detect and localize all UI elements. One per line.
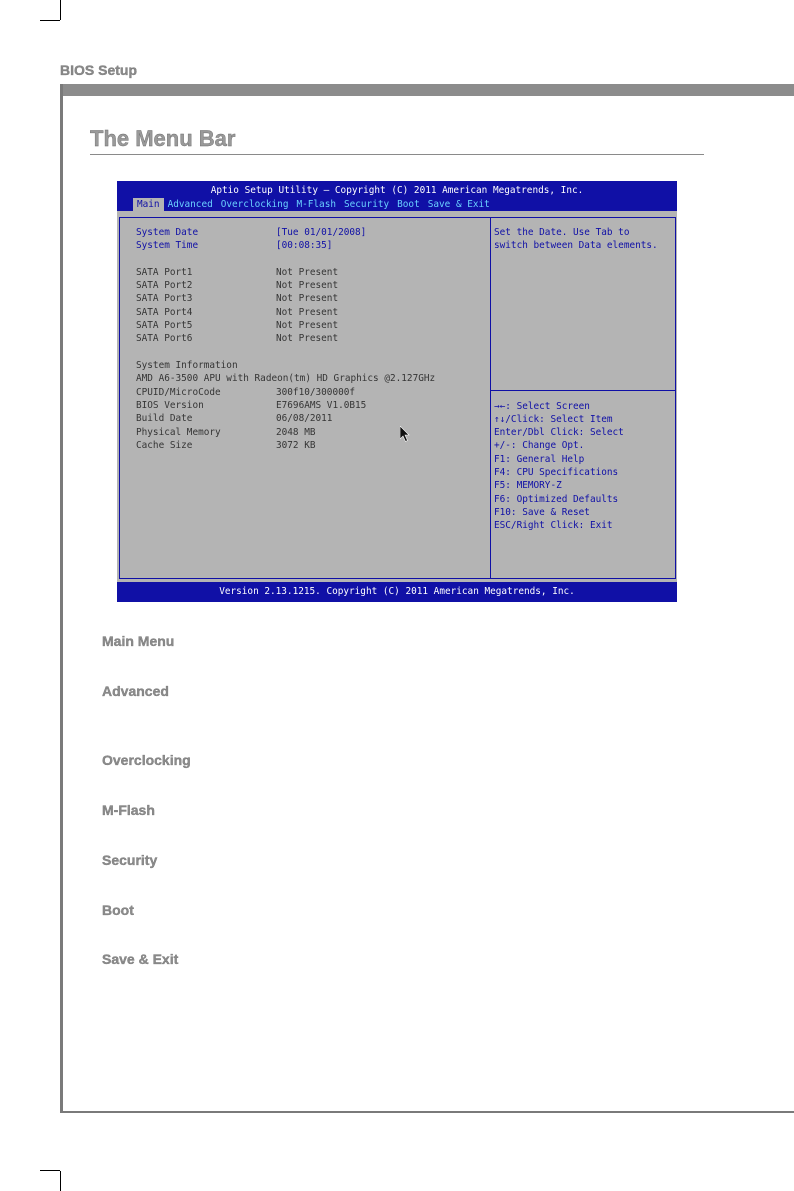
bottom-rule: [60, 1111, 794, 1113]
header-bar: [60, 84, 794, 96]
tab-security[interactable]: Security: [343, 199, 390, 210]
key-hint: F6: Optimized Defaults: [494, 494, 619, 505]
heading-rule: [90, 154, 704, 155]
bios-title: Aptio Setup Utility – Copyright (C) 2011 American Megatrends, Inc.: [210, 185, 584, 196]
info-value: E7696AMS V1.0B15: [276, 400, 367, 411]
sata-port-label: SATA Port5: [136, 320, 193, 331]
bios-footer: Version 2.13.1215. Copyright (C) 2011 American Megatrends, Inc.: [219, 586, 575, 597]
sata-port-value: Not Present: [276, 293, 339, 304]
cpu-name: AMD A6-3500 APU with Radeon(tm) HD Graphics @2.127GHz: [136, 373, 436, 384]
bios-screenshot: [117, 181, 677, 602]
info-value: 06/08/2011: [276, 413, 333, 424]
sata-port-label: SATA Port1: [136, 267, 193, 278]
sata-port-label: SATA Port2: [136, 280, 193, 291]
sata-port-label: SATA Port6: [136, 333, 193, 344]
bios-title-bar: [117, 181, 677, 211]
tab-m-flash[interactable]: M-Flash: [296, 199, 336, 210]
key-hint: +/-: Change Opt.: [494, 440, 585, 451]
system-date-label: System Date: [136, 227, 199, 238]
key-hint: F1: General Help: [494, 454, 585, 465]
menu-m-flash: M-Flash: [102, 802, 155, 818]
system-date-value[interactable]: [Tue 01/01/2008]: [276, 227, 367, 238]
bios-footer-bar: [117, 582, 677, 602]
help-text: Set the Date. Use Tab to: [494, 227, 630, 238]
bios-main-panel: [119, 217, 676, 579]
tab-advanced[interactable]: Advanced: [167, 199, 213, 210]
page-heading: The Menu Bar: [90, 126, 236, 151]
tab-save-exit[interactable]: Save & Exit: [427, 199, 490, 210]
info-value: 2048 MB: [276, 427, 316, 438]
sata-port-value: Not Present: [276, 267, 339, 278]
tab-overclocking[interactable]: Overclocking: [220, 199, 289, 210]
sata-port-value: Not Present: [276, 333, 339, 344]
key-hint: ESC/Right Click: Exit: [494, 520, 613, 531]
info-label: Physical Memory: [136, 427, 221, 438]
sata-port-label: SATA Port3: [136, 293, 193, 304]
menu-overclocking: Overclocking: [102, 752, 191, 768]
mouse-pointer-icon: [400, 426, 410, 442]
key-hint: F4: CPU Specifications: [494, 467, 619, 478]
help-divider: [490, 390, 675, 391]
panel-divider: [490, 218, 491, 578]
key-hint: ↑↓/Click: Select Item: [494, 414, 613, 425]
menu-boot: Boot: [102, 902, 134, 918]
system-time-value[interactable]: [00:08:35]: [276, 240, 333, 251]
key-hint: F10: Save & Reset: [494, 507, 590, 518]
system-time-label: System Time: [136, 240, 199, 251]
info-value: 3072 KB: [276, 440, 316, 451]
sata-port-value: Not Present: [276, 320, 339, 331]
section-label: BIOS Setup: [60, 62, 138, 78]
crop-mark: [60, 0, 61, 20]
info-label: BIOS Version: [136, 400, 204, 411]
key-hint: Enter/Dbl Click: Select: [494, 427, 624, 438]
menu-advanced: Advanced: [102, 683, 169, 699]
menu-main-menu: Main Menu: [102, 633, 175, 649]
crop-mark: [40, 1170, 60, 1171]
info-label: Cache Size: [136, 440, 193, 451]
system-info-title: System Information: [136, 360, 238, 371]
tab-boot[interactable]: Boot: [397, 199, 420, 210]
left-rule: [60, 84, 63, 1113]
menu-security: Security: [102, 852, 158, 868]
menu-save-exit: Save & Exit: [102, 951, 179, 967]
crop-mark: [40, 20, 60, 21]
crop-mark: [60, 1171, 61, 1191]
key-hint: →←: Select Screen: [494, 401, 590, 412]
info-value: 300f10/300000f: [276, 387, 356, 398]
bios-tab-bar: [133, 198, 494, 211]
key-hint: F5: MEMORY-Z: [494, 480, 562, 491]
info-label: CPUID/MicroCode: [136, 387, 221, 398]
tab-main[interactable]: Main: [133, 198, 164, 211]
sata-port-label: SATA Port4: [136, 307, 193, 318]
sata-port-value: Not Present: [276, 280, 339, 291]
help-text: switch between Data elements.: [494, 240, 658, 251]
sata-port-value: Not Present: [276, 307, 339, 318]
info-label: Build Date: [136, 413, 193, 424]
